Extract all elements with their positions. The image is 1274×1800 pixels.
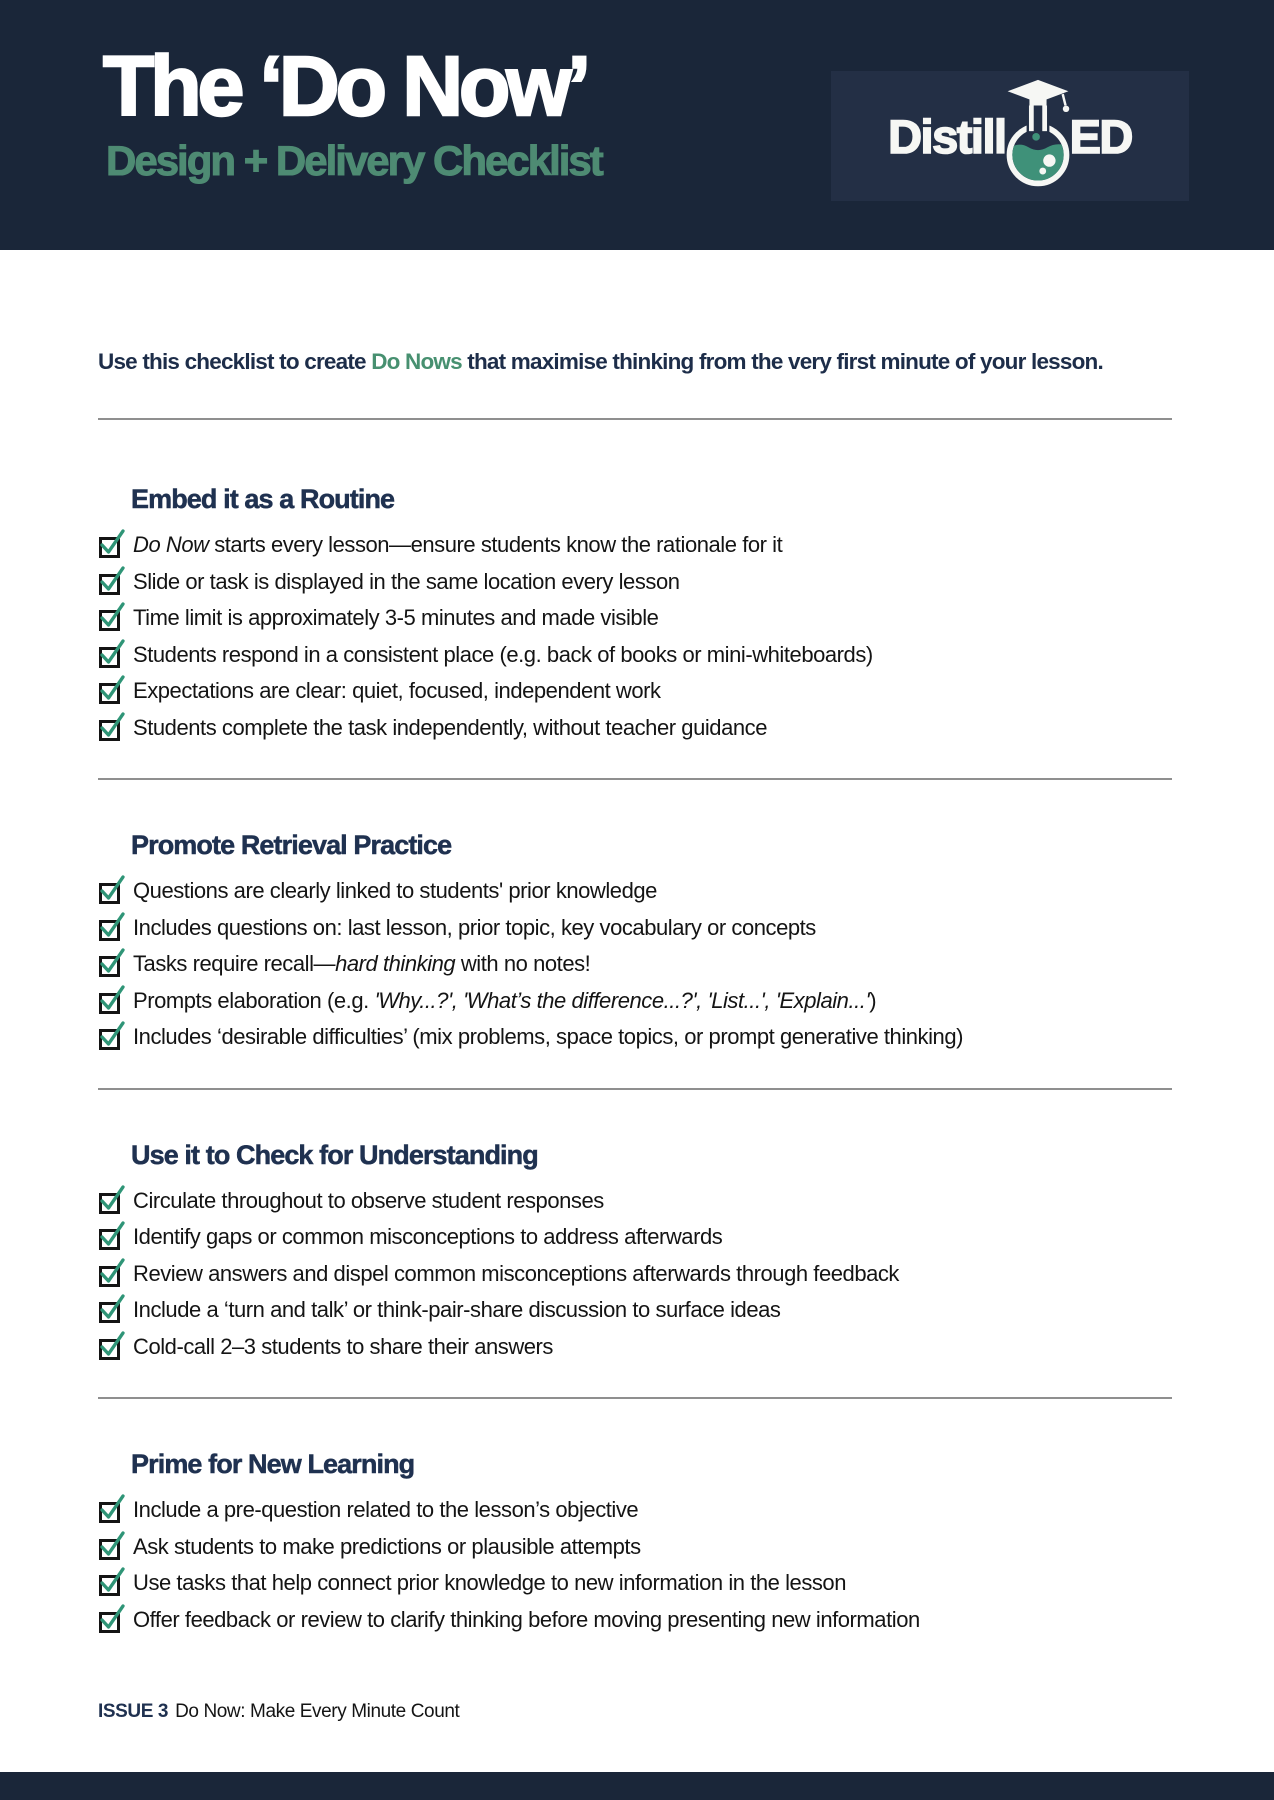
checklist-item-label: Review answers and dispel common misconceptions afterwards through feedback bbox=[133, 1260, 899, 1286]
page-subtitle: Design + Delivery Checklist bbox=[106, 137, 602, 184]
intro-post: that maximise thinking from the very first minute of your lesson. bbox=[461, 349, 1103, 374]
checklist-item-label: Expectations are clear: quiet, focused, independent work bbox=[133, 678, 661, 703]
checklist-item-label: Time limit is approximately 3-5 minutes and made visible bbox=[133, 605, 659, 630]
checklist-item-label: Offer feedback or review to clarify thinking before moving presenting new information bbox=[133, 1606, 920, 1632]
checklist-item bbox=[98, 1260, 1172, 1287]
checklist-item bbox=[98, 1533, 1172, 1560]
checklist-item-label: Identify gaps or common misconceptions to address afterwards bbox=[133, 1224, 723, 1249]
flask-graduation-cap-icon bbox=[1000, 75, 1076, 193]
checklist-section bbox=[98, 484, 1172, 740]
logo-text-right: ED bbox=[1069, 109, 1132, 163]
checklist-item-label: Include a pre-question related to the lesson’s objective bbox=[133, 1497, 639, 1522]
checklist-item-label: Includes questions on: last lesson, prior topic, key vocabulary or concepts bbox=[133, 914, 816, 940]
checklist-item-label: Do Now starts every lesson—ensure students know the rationale for it bbox=[133, 532, 783, 557]
sections-container bbox=[98, 484, 1172, 1632]
section-heading: Prime for New Learning bbox=[131, 1449, 415, 1479]
checkbox-checked-icon[interactable] bbox=[98, 1533, 125, 1560]
checkbox-checked-icon[interactable] bbox=[98, 950, 125, 977]
checkbox-checked-icon[interactable] bbox=[98, 877, 125, 904]
checklist-item bbox=[98, 1187, 1172, 1214]
checkbox-checked-icon[interactable] bbox=[98, 1296, 125, 1323]
header-banner bbox=[0, 0, 1274, 250]
distilled-logo bbox=[831, 71, 1189, 201]
checklist-item-label: Circulate throughout to observe student responses bbox=[133, 1187, 604, 1213]
checklist-item bbox=[98, 604, 1172, 631]
checkbox-checked-icon[interactable] bbox=[98, 1606, 125, 1633]
section-heading: Promote Retrieval Practice bbox=[131, 830, 452, 860]
checklist-item bbox=[98, 877, 1172, 904]
checklist-section bbox=[98, 1449, 1172, 1632]
checklist-item bbox=[98, 1223, 1172, 1250]
checklist-item bbox=[98, 987, 1172, 1014]
checklist-item-label: Use tasks that help connect prior knowledge to new information in the lesson bbox=[133, 1570, 846, 1595]
page-footer bbox=[98, 1700, 1172, 1724]
content-area bbox=[98, 348, 1172, 1724]
divider bbox=[98, 1397, 1172, 1399]
footer-title: Do Now: Make Every Minute Count bbox=[175, 1701, 460, 1722]
checklist-item bbox=[98, 641, 1172, 668]
checkbox-checked-icon[interactable] bbox=[98, 714, 125, 741]
checklist-item-label: Include a ‘turn and talk’ or think-pair-share discussion to surface ideas bbox=[133, 1297, 781, 1322]
checklist-item-label: Tasks require recall—hard thinking with no notes! bbox=[133, 951, 591, 976]
checklist-item bbox=[98, 1606, 1172, 1633]
divider bbox=[98, 778, 1172, 780]
checklist-item-label: Slide or task is displayed in the same location every lesson bbox=[133, 568, 680, 594]
checklist-item bbox=[98, 568, 1172, 595]
checkbox-checked-icon[interactable] bbox=[98, 1496, 125, 1523]
checklist-item-label: Includes ‘desirable difficulties’ (mix problems, space topics, or prompt generative thinking) bbox=[133, 1024, 963, 1049]
checkbox-checked-icon[interactable] bbox=[98, 641, 125, 668]
checkbox-checked-icon[interactable] bbox=[98, 914, 125, 941]
checklist-item-label: Prompts elaboration (e.g. 'Why...?', 'What’s the difference...?', 'List...', 'Explain...') bbox=[133, 987, 877, 1013]
checkbox-checked-icon[interactable] bbox=[98, 1187, 125, 1214]
divider bbox=[98, 418, 1172, 420]
checklist-item-label: Cold-call 2–3 students to share their answers bbox=[133, 1333, 553, 1359]
checklist-item bbox=[98, 1296, 1172, 1323]
checkbox-checked-icon[interactable] bbox=[98, 987, 125, 1014]
checkbox-checked-icon[interactable] bbox=[98, 677, 125, 704]
page-title: The ‘Do Now’ bbox=[103, 39, 587, 133]
bottom-accent-bar bbox=[0, 1772, 1274, 1800]
footer-issue-label: ISSUE 3 bbox=[98, 1701, 169, 1722]
checklist-section bbox=[98, 830, 1172, 1050]
section-heading: Embed it as a Routine bbox=[131, 484, 395, 514]
checkbox-checked-icon[interactable] bbox=[98, 1223, 125, 1250]
checklist-item bbox=[98, 1496, 1172, 1523]
checklist-item-label: Students respond in a consistent place (e.g. back of books or mini-whiteboards) bbox=[133, 641, 873, 667]
checklist-item bbox=[98, 950, 1172, 977]
checklist-item bbox=[98, 1333, 1172, 1360]
section-heading: Use it to Check for Understanding bbox=[131, 1139, 538, 1170]
checklist-item-label: Ask students to make predictions or plausible attempts bbox=[133, 1533, 641, 1559]
checklist-item bbox=[98, 1569, 1172, 1596]
checklist-item bbox=[98, 531, 1172, 558]
logo-text-left: Distill bbox=[888, 109, 1006, 163]
checkbox-checked-icon[interactable] bbox=[98, 1260, 125, 1287]
intro-highlight: Do Nows bbox=[371, 349, 462, 374]
checklist-item-label: Questions are clearly linked to students' prior knowledge bbox=[133, 878, 657, 903]
checklist-item bbox=[98, 714, 1172, 741]
checkbox-checked-icon[interactable] bbox=[98, 1569, 125, 1596]
checkbox-checked-icon[interactable] bbox=[98, 604, 125, 631]
divider bbox=[98, 1088, 1172, 1090]
checkbox-checked-icon[interactable] bbox=[98, 1023, 125, 1050]
intro-text bbox=[98, 348, 1172, 376]
checklist-item bbox=[98, 677, 1172, 704]
checklist-item bbox=[98, 1023, 1172, 1050]
checkbox-checked-icon[interactable] bbox=[98, 568, 125, 595]
checkbox-checked-icon[interactable] bbox=[98, 531, 125, 558]
checklist-section bbox=[98, 1140, 1172, 1360]
intro-pre: Use this checklist to create bbox=[98, 349, 372, 374]
checklist-item-label: Students complete the task independently, without teacher guidance bbox=[133, 714, 767, 740]
checkbox-checked-icon[interactable] bbox=[98, 1333, 125, 1360]
checklist-item bbox=[98, 914, 1172, 941]
